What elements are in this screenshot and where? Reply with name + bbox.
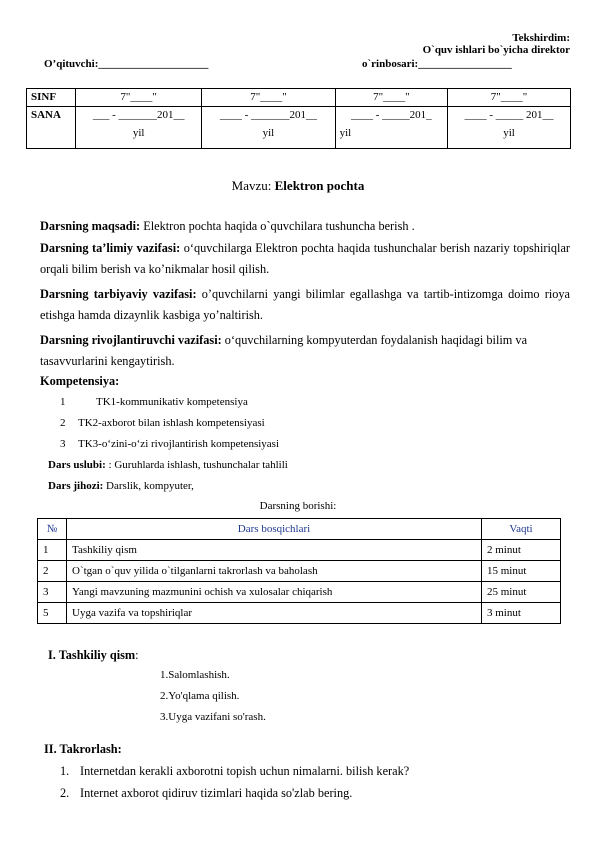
- section1-colon: :: [135, 648, 139, 662]
- competency-num: 3: [60, 438, 66, 450]
- goal-label: Darsning maqsadi:: [40, 219, 141, 233]
- sinf-cell: 7"____": [202, 89, 335, 107]
- header-number: №: [38, 519, 67, 540]
- sinf-cell: 7"____": [335, 89, 448, 107]
- section1-item: 2.Yo'qlama qilish.: [160, 690, 240, 702]
- table-row: [38, 561, 561, 582]
- goal-text: o‘quvchilarga Elektron pochta haqida tushunchalar berish nazariy topshiriqlar orqali bilim berish va ko’nikmalar hosil qilish.: [40, 241, 570, 276]
- header-time: Vaqti: [482, 519, 561, 540]
- competency-text: TK3-o‘zini-o‘zi rivojlantirish kompetensiyasi: [78, 438, 280, 450]
- row-number: 1: [38, 540, 67, 561]
- section2-item-text: Internet axborot qidiruv tizimlari haqida so'zlab bering.: [80, 786, 353, 800]
- topic: [0, 178, 596, 194]
- sana-cell: [202, 107, 335, 149]
- section1-item: 1.Salomlashish.: [160, 669, 230, 681]
- section2-item-num: 2.: [60, 786, 70, 800]
- header-director: O`quv ishlari bo`yicha direktor: [422, 44, 570, 56]
- table-row: [38, 540, 561, 561]
- row-time: 3 minut: [482, 603, 561, 624]
- sana-cell: [448, 107, 571, 149]
- goal-rivoj: [40, 330, 570, 372]
- section1-title: [48, 648, 139, 663]
- row-time: 2 minut: [482, 540, 561, 561]
- section1-heading: I. Tashkiliy qism: [48, 648, 136, 662]
- plan-title: Darsning borishi:: [259, 500, 337, 512]
- sana-year: yil: [339, 127, 352, 139]
- row-stage: Uyga vazifa va topshiriqlar: [67, 603, 482, 624]
- table-row: [38, 582, 561, 603]
- sana-date: ___ - _______201__: [92, 109, 185, 121]
- header-stages: Dars bosqichlari: [67, 519, 482, 540]
- topic-label: Mavzu:: [231, 178, 272, 193]
- header-tekshirdim: Tekshirdim:: [512, 32, 570, 44]
- section2-title: II. Takrorlash:: [44, 742, 122, 756]
- row-number: 3: [38, 582, 67, 603]
- table-header-row: [38, 519, 561, 540]
- sana-year: yil: [262, 127, 275, 139]
- goal-label: Darsning rivojlantiruvchi vazifasi:: [40, 333, 222, 347]
- sana-year: yil: [132, 127, 145, 139]
- row-stage: Yangi mavzuning mazmunini ochish va xulosalar chiqarish: [67, 582, 482, 603]
- row-number: 2: [38, 561, 67, 582]
- goal-maqsad: [40, 216, 570, 237]
- method: [48, 459, 288, 471]
- goal-text: o’quvchilarni yangi bilimlar egallashga va tartib-intizomga doimo rioya etishga hamda dizaynlik kasbiga yo’naltirish.: [40, 287, 571, 322]
- sinf-cell: 7"____": [448, 89, 571, 107]
- section1-item: 3.Uyga vazifani so'rash.: [160, 711, 266, 723]
- competency-num: 1: [60, 396, 66, 408]
- equipment-label: Dars jihozi:: [48, 480, 104, 492]
- method-text: : Guruhlarda ishlash, tushunchalar tahlili: [108, 459, 288, 471]
- goal-text: o‘quvchilarning kompyuterdan foydalanish haqidagi bilim va tasavvurlarini kengaytirish.: [40, 333, 528, 368]
- row-number: 5: [38, 603, 67, 624]
- goal-tarbiyaviy: [40, 284, 570, 326]
- sana-date: ____ - _______201__: [219, 109, 318, 121]
- competency-text: TK2-axborot bilan ishlash kompetensiyasi: [78, 417, 265, 429]
- equipment: [48, 480, 194, 492]
- row-time: 25 minut: [482, 582, 561, 603]
- sana-cell: [335, 107, 448, 149]
- goal-label: Darsning tarbiyaviy vazifasi:: [40, 287, 197, 301]
- goal-text: Elektron pochta haqida o`quvchilara tushuncha berish .: [143, 219, 415, 233]
- header-orinbosari: o`rinbosari:_________________: [362, 58, 512, 70]
- sinf-cell: 7"____": [76, 89, 202, 107]
- row-stage: O`tgan o`quv yilida o`tilganlarni takrorlash va baholash: [67, 561, 482, 582]
- goal-label: Darsning ta’limiy vazifasi:: [40, 241, 181, 255]
- sana-cell: [76, 107, 202, 149]
- method-label: Dars uslubi:: [48, 459, 106, 471]
- sinf-label: SINF: [27, 89, 76, 107]
- goal-talimiy: [40, 238, 570, 280]
- sana-date: ____ - _____201_: [350, 109, 432, 121]
- row-stage: Tashkiliy qism: [67, 540, 482, 561]
- lesson-plan-table: [37, 518, 561, 624]
- section2-item-num: 1.: [60, 764, 70, 778]
- competency-text: TK1-kommunikativ kompetensiya: [96, 396, 248, 408]
- header-oqituvchi: O’qituvchi:____________________: [44, 58, 209, 70]
- competencies-title: Kompetensiya:: [40, 374, 120, 388]
- section2-item-text: Internetdan kerakli axborotni topish uchun nimalarni. bilish kerak?: [80, 764, 410, 778]
- sana-label: SANA: [27, 107, 76, 149]
- sana-year: yil: [503, 127, 515, 139]
- topic-value: Elektron pochta: [274, 178, 365, 193]
- competency-num: 2: [60, 417, 66, 429]
- sana-date: ____ - _____ 201__: [464, 109, 554, 121]
- row-time: 15 minut: [482, 561, 561, 582]
- equipment-text: Darslik, kompyuter,: [106, 480, 194, 492]
- table-row: [38, 603, 561, 624]
- class-date-table: [26, 88, 571, 149]
